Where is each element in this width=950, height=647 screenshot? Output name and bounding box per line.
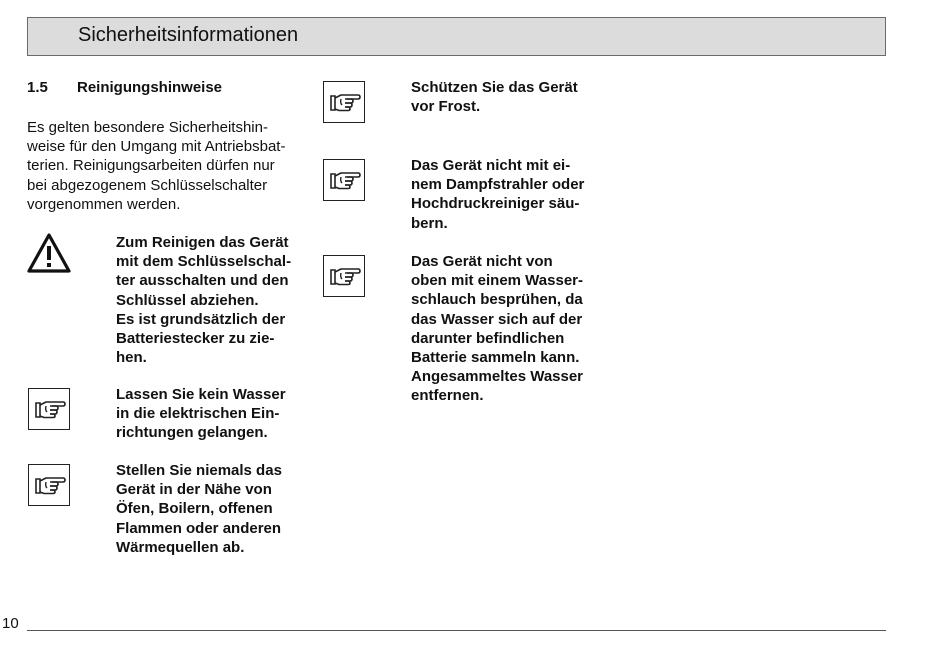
note-line: Flammen oder anderen (116, 519, 282, 537)
note-line: oben mit einem Wasser- (411, 272, 583, 290)
note-line: Hochdruckreiniger säu- (411, 195, 580, 213)
note-line: mit dem Schlüsselschal- (116, 253, 292, 271)
note-line: in die elektrischen Ein- (116, 405, 280, 423)
hint-note-water (116, 385, 286, 443)
intro-line: terien. Reinigungsarbeiten dürfen nur (27, 157, 275, 175)
pointing-hand-icon (323, 159, 365, 201)
warning-note (116, 233, 291, 367)
intro-line: bei abgezogenem Schlüsselschalter (27, 176, 268, 194)
footer-divider (27, 630, 886, 631)
note-line: hen. (116, 349, 147, 367)
note-line: ter ausschalten und den (116, 272, 289, 290)
hint-note-steam (411, 156, 584, 233)
hint-note-frost (411, 78, 578, 116)
note-line: Schützen Sie das Gerät (411, 79, 578, 96)
note-line: Das Gerät nicht von (411, 253, 553, 270)
warning-triangle-icon (27, 232, 71, 274)
section-header-bar (27, 17, 886, 56)
intro-line: weise für den Umgang mit Antriebsbat- (27, 138, 286, 156)
section-title: Reinigungshinweise (77, 79, 223, 96)
intro-line: vorgenommen werden. (27, 195, 181, 213)
note-line: Angesammeltes Wasser (411, 368, 584, 386)
pointing-hand-icon (28, 388, 70, 430)
intro-paragraph (27, 118, 307, 214)
note-line: Öfen, Boilern, offenen (116, 500, 273, 518)
note-line: Wärmequellen ab. (116, 538, 245, 556)
note-line: Zum Reinigen das Gerät (116, 234, 289, 251)
hint-note-hose (411, 252, 583, 406)
note-line: Das Gerät nicht mit ei- (411, 157, 571, 174)
pointing-hand-icon (28, 464, 70, 506)
note-line: nem Dampfstrahler oder (411, 176, 585, 194)
note-line: bern. (411, 214, 448, 232)
note-line: vor Frost. (411, 98, 481, 116)
section-number: 1.5 (27, 79, 48, 96)
note-line: Batteriestecker zu zie- (116, 330, 275, 348)
note-line: Lassen Sie kein Wasser (116, 386, 286, 403)
note-line: darunter befindlichen (411, 329, 565, 347)
page-number: 10 (2, 615, 19, 632)
pointing-hand-icon (323, 255, 365, 297)
note-line: Stellen Sie niemals das (116, 462, 282, 479)
note-line: das Wasser sich auf der (411, 310, 583, 328)
intro-line: Es gelten besondere Sicherheitshin- (27, 119, 268, 136)
hint-note-heat (116, 461, 282, 557)
pointing-hand-icon (323, 81, 365, 123)
note-line: richtungen gelangen. (116, 424, 268, 442)
note-line: entfernen. (411, 387, 484, 405)
note-line: Gerät in der Nähe von (116, 481, 272, 499)
note-line: Es ist grundsätzlich der (116, 310, 286, 328)
note-line: schlauch besprühen, da (411, 291, 583, 309)
note-line: Schlüssel abziehen. (116, 291, 259, 309)
header-title: Sicherheitsinformationen (78, 24, 299, 46)
note-line: Batterie sammeln kann. (411, 349, 580, 367)
